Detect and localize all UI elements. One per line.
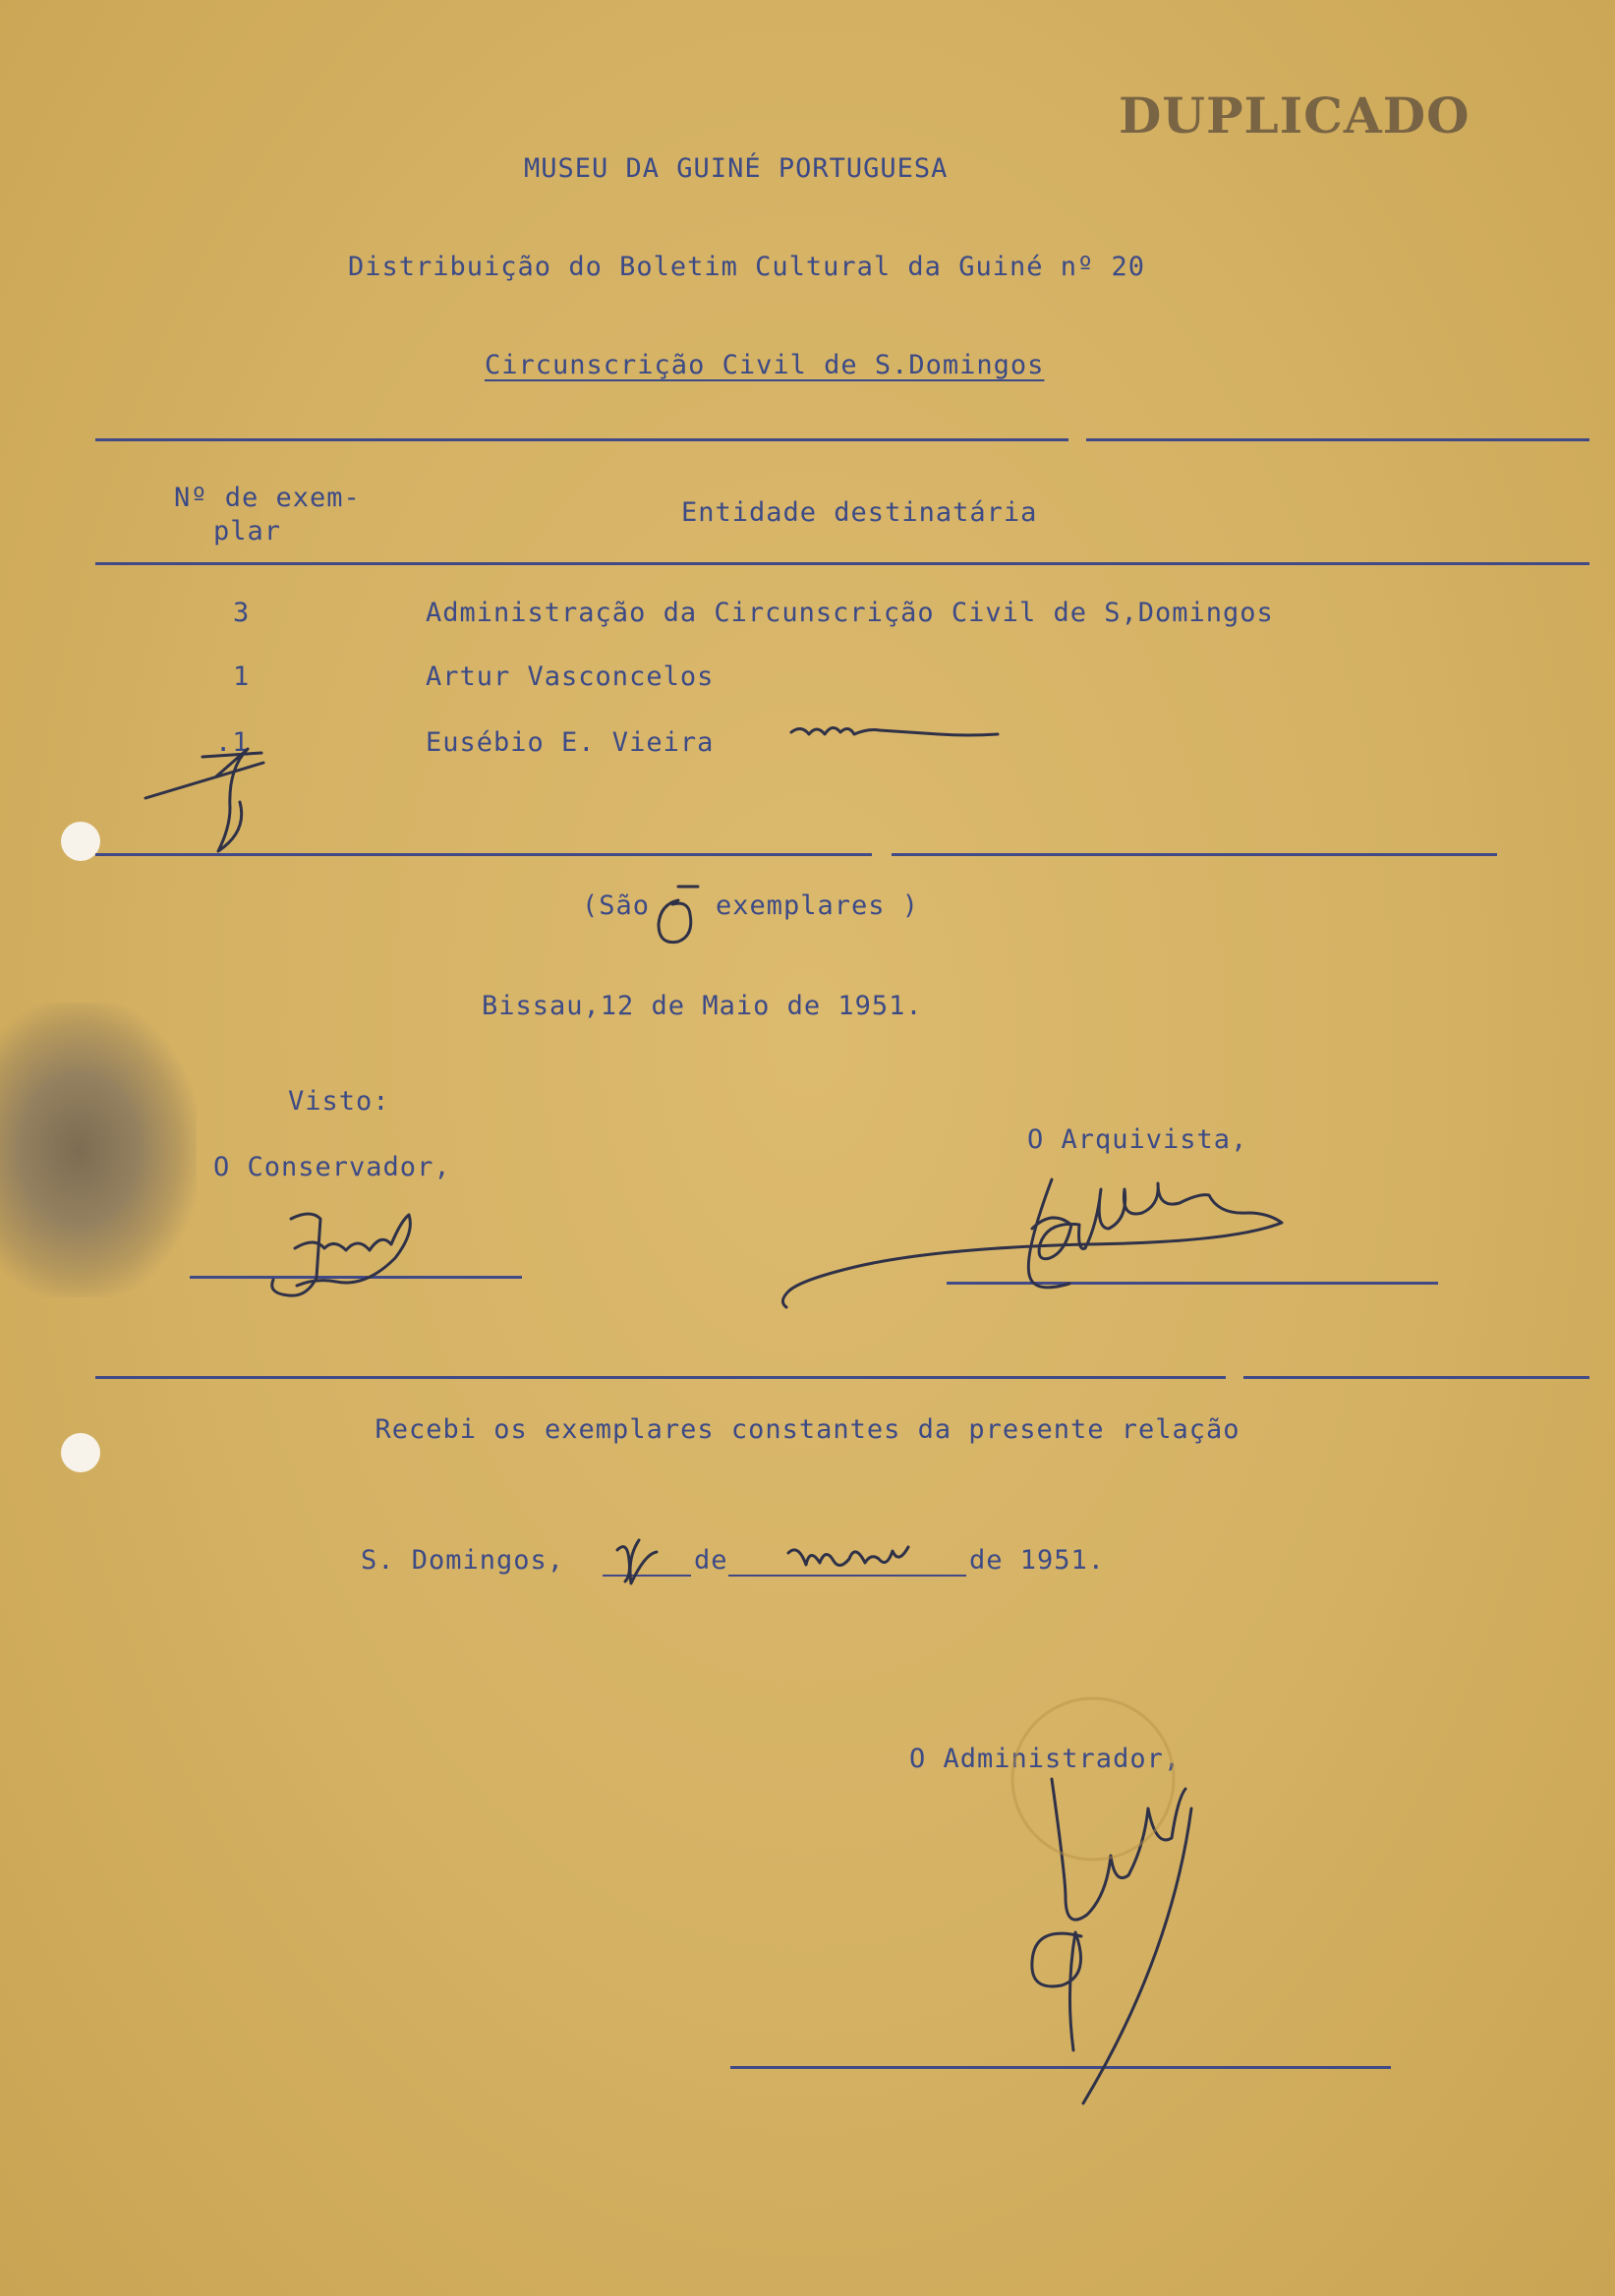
administrator-label: O Administrador, — [909, 1744, 1182, 1774]
copies-column-header-cont: plar — [213, 516, 282, 546]
administration-stamp-seal — [1012, 1698, 1174, 1860]
receipt-month-handwriting — [788, 1547, 908, 1566]
eusebio-initials-handwriting — [791, 727, 998, 735]
archivist-signature — [782, 1179, 1282, 1307]
receipt-day-handwriting — [617, 1540, 657, 1583]
receipt-de: de — [694, 1545, 728, 1576]
curator-signature — [272, 1214, 411, 1295]
row-entity: Administração da Circunscrição Civil de S,Domingos — [426, 598, 1274, 628]
place-date: Bissau,12 de Maio de 1951. — [482, 991, 923, 1021]
administrator-signature — [1032, 1779, 1191, 2103]
total-correction-handwriting — [145, 749, 263, 851]
row-copies: 1 — [233, 661, 251, 692]
institution-heading: MUSEU DA GUINÉ PORTUGUESA — [524, 153, 949, 184]
row-entity: Artur Vasconcelos — [426, 661, 715, 692]
receipt-statement: Recebi os exemplares constantes da presente relação — [375, 1414, 1240, 1445]
archivist-label: O Arquivista, — [1027, 1124, 1248, 1155]
document-title: Distribuição do Boletim Cultural da Guiné nº 20 — [348, 252, 1146, 282]
document-subtitle: Circunscrição Civil de S.Domingos — [485, 350, 1045, 380]
total-open: (São — [582, 890, 651, 921]
copies-column-header: Nº de exem- — [174, 483, 361, 513]
seen-label: Visto: — [288, 1086, 390, 1117]
receipt-year: de 1951. — [969, 1545, 1106, 1576]
curator-label: O Conservador, — [213, 1152, 451, 1182]
row-entity: Eusébio E. Vieira — [426, 727, 715, 758]
duplicado-stamp: DUPLICADO — [1119, 86, 1471, 144]
row-copies: .1 — [215, 727, 250, 758]
total-number-handwriting — [659, 887, 698, 943]
receipt-place: S. Domingos, — [361, 1545, 565, 1576]
total-close: exemplares ) — [716, 890, 920, 921]
entity-column-header: Entidade destinatária — [681, 497, 1038, 528]
row-copies: 3 — [233, 598, 251, 628]
